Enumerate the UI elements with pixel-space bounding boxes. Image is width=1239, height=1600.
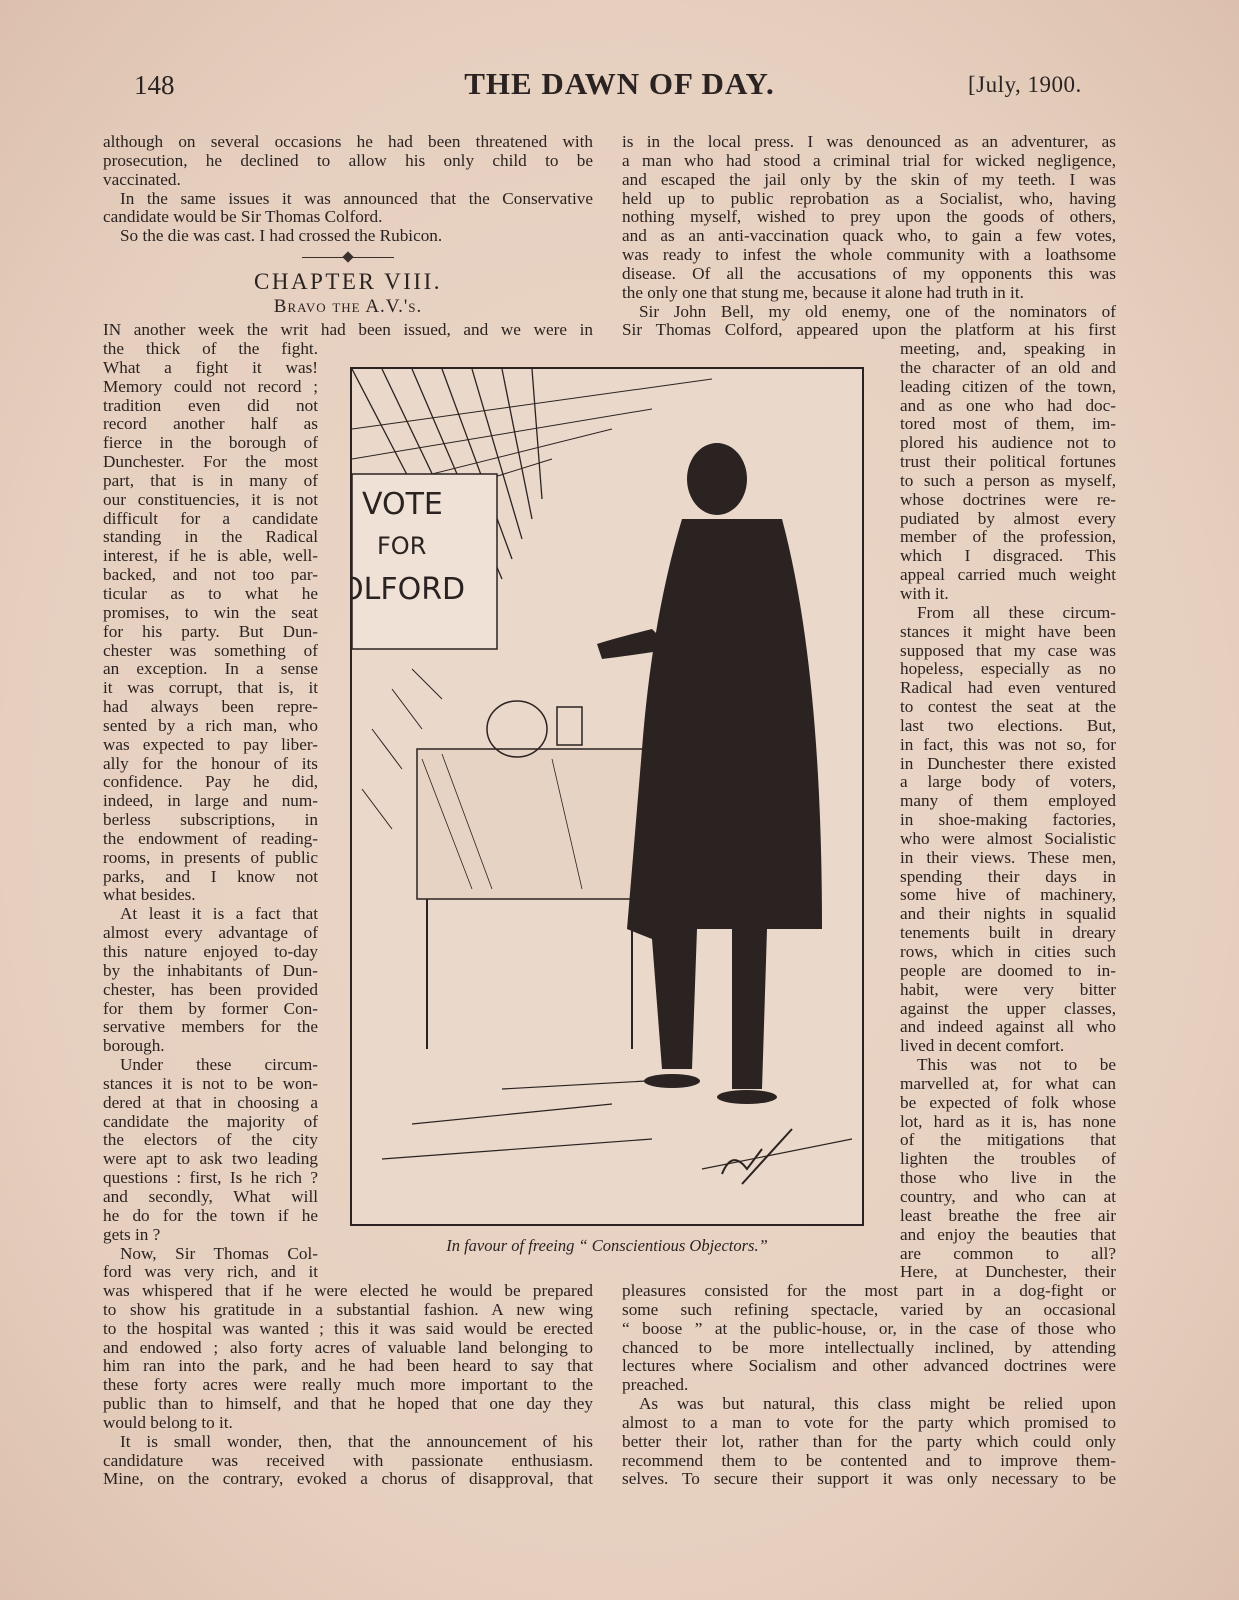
text-line: berless subscriptions, in [103, 810, 318, 830]
text-line: questions : first, Is he rich ? [103, 1168, 318, 1188]
text-line: and as an anti-vaccination quack who, to gain a few votes, [622, 226, 1116, 246]
text-line: indeed, in large and num- [103, 791, 318, 811]
text-line: with it. [900, 583, 949, 603]
text-line: almost to a man to vote for the party which promised to [622, 1412, 1116, 1432]
text-line: the endowment of reading- [103, 828, 318, 848]
text-line: prosecution, he declined to allow his only child to be [103, 150, 593, 170]
text-line: was whispered that if he were elected he would be prepared [103, 1281, 593, 1300]
text-line: vaccinated. [103, 169, 181, 189]
text-line: Sir John Bell, my old enemy, one of the nominators of [639, 301, 1116, 321]
text-line: ticular as to what he [103, 583, 318, 603]
text-line: member of the profession, [900, 527, 1116, 547]
magazine-title: THE DAWN OF DAY. [464, 66, 775, 101]
poster-text-for: FOR [377, 532, 427, 560]
left-column-bottom [103, 1282, 593, 1489]
text-line: From all these circum- [917, 602, 1116, 622]
text-line: he do for the town if he [103, 1205, 318, 1225]
left-column-wrap [103, 340, 318, 1282]
text-line: lot, hard as it is, has none [900, 1111, 1116, 1131]
text-line: pleasures consisted for the most part in a dog-fight or [622, 1281, 1116, 1300]
text-line: be expected of folk whose [900, 1092, 1116, 1112]
text-line: habit, were very bitter [900, 979, 1116, 999]
text-line: to show his gratitude in a substantial fashion. A new wing [103, 1299, 593, 1319]
text-line: As was but natural, this class might be relied upon [639, 1394, 1116, 1414]
text-line: Mine, on the contrary, evoked a chorus of disapproval, that [103, 1469, 593, 1489]
chapter-title: CHAPTER VIII. [254, 269, 442, 294]
text-line: the electors of the city [103, 1130, 318, 1150]
chapter-subtitle: Bravo the A.V.'s. [273, 296, 423, 317]
text-line: the only one that stung me, because it alone had truth in it. [622, 282, 1024, 302]
text-line: chester was something of [103, 640, 318, 660]
issue-date: [July, 1900. [968, 72, 1082, 97]
right-column-bottom [622, 1282, 1116, 1489]
text-line: candidature was received with passionate enthusiasm. [103, 1450, 593, 1470]
text-line: tored most of them, im- [900, 414, 1116, 434]
text-line: in their views. These men, [900, 847, 1116, 867]
text-line: promises, to win the seat [103, 602, 318, 622]
text-line: against the upper classes, [900, 998, 1116, 1018]
text-line: stances it might have been [900, 621, 1116, 641]
text-line: it was corrupt, that is, it [103, 678, 318, 698]
text-line: a large body of voters, [900, 772, 1116, 792]
text-line: rooms, in presents of public [103, 847, 318, 867]
text-line: Under these circum- [120, 1055, 318, 1075]
chapter-opening-line [103, 321, 593, 340]
text-line: tradition even did not [103, 395, 318, 415]
text-line: and escaped the jail only by the skin of my teeth. I was [622, 169, 1116, 189]
poster-text-name: OLFORD [352, 572, 466, 607]
text-line: Now, Sir Thomas Col- [120, 1243, 318, 1263]
text-line: for them by former Con- [103, 998, 318, 1018]
right-column-top [622, 133, 1116, 340]
text-line: what besides. [103, 885, 196, 905]
text-line: spending their days in [900, 866, 1116, 886]
text-line: candidate would be Sir Thomas Colford. [103, 207, 383, 227]
text-line: recommend them to be contented and to improve them- [622, 1450, 1116, 1470]
text-line: would belong to it. [103, 1412, 233, 1432]
text-line: for his party. But Dun- [103, 621, 318, 641]
right-column-wrap [900, 340, 1116, 1282]
text-line: plored his audience not to [900, 433, 1116, 453]
text-line: the thick of the fight. [103, 339, 318, 358]
text-line: better their lot, rather than for the party which could only [622, 1431, 1116, 1451]
text-line: borough. [103, 1036, 165, 1056]
text-line: “ boose ” at the public-house, or, in the case of those who [622, 1318, 1116, 1338]
text-line: marvelled at, for what can [900, 1073, 1116, 1093]
text-line: leading citizen of the town, [900, 376, 1116, 396]
text-line: public than to himself, and that he hoped that one day they [103, 1394, 593, 1414]
text-line: meeting, and, speaking in [900, 339, 1116, 358]
text-line: tenements built in dreary [900, 923, 1116, 943]
text-line: some such refining spectacle, varied by an occasional [622, 1299, 1116, 1319]
text-line: some hive of machinery, [900, 885, 1116, 905]
text-line: preached. [622, 1375, 689, 1395]
text-line: It is small wonder, then, that the announcement of his [120, 1431, 593, 1451]
illustration-caption: In favour of freeing “ Conscientious Objectors.” [446, 1236, 768, 1255]
text-line: sented by a rich man, who [103, 715, 318, 735]
text-line: many of them employed [900, 791, 1116, 811]
text-line: Sir Thomas Colford, appeared upon the platform at his first [622, 320, 1116, 340]
text-line: interest, if he is able, well- [103, 546, 318, 566]
text-line: was ready to infest the whole community with a loathsome [622, 245, 1116, 265]
text-line: lived in decent comfort. [900, 1036, 1065, 1056]
text-line: IN another week the writ had been issued, and we were in [103, 320, 593, 339]
text-line: parks, and I know not [103, 866, 318, 886]
text-line: disease. Of all the accusations of my opponents this was [622, 263, 1116, 283]
text-line: and endowed ; also forty acres of valuable land belonging to [103, 1337, 593, 1357]
text-line: Dunchester. For the most [103, 452, 318, 472]
text-line: had always been repre- [103, 697, 318, 717]
text-line: chester, has been provided [103, 979, 318, 999]
text-line: and enjoy the beauties that [900, 1224, 1116, 1244]
text-line: chanced to be more intellectually inclined, by attending [622, 1337, 1116, 1357]
text-line: hopeless, especially as no [900, 659, 1116, 679]
text-line: trust their political fortunes [900, 452, 1116, 472]
text-line: candidate the majority of [103, 1111, 318, 1131]
text-line: was expected to pay liber- [103, 734, 318, 754]
text-line: What a fight it was! [103, 357, 318, 377]
text-line: in shoe-making factories, [900, 810, 1116, 830]
text-line: him ran into the park, and he had been heard to say that [103, 1356, 593, 1376]
text-line: supposed that my case was [900, 640, 1116, 660]
text-line: this nature enjoyed to-day [103, 942, 318, 961]
text-line: last two elections. But, [900, 715, 1116, 735]
text-line: almost every advantage of [103, 923, 318, 943]
text-line: ally for the honour of its [103, 753, 318, 773]
divider-ornament-icon [342, 251, 353, 262]
illustration-drawing [352, 369, 862, 1224]
text-line: which I disgraced. This [900, 546, 1116, 566]
text-line: fierce in the borough of [103, 433, 318, 453]
text-line: Memory could not record ; [103, 376, 318, 396]
text-line: by the inhabitants of Dun- [103, 960, 318, 980]
text-line: and as one who had doc- [900, 395, 1116, 415]
text-line: although on several occasions he had been threatened with [103, 132, 593, 151]
text-line: backed, and not too par- [103, 565, 318, 585]
text-line: Radical had even ventured [900, 678, 1116, 698]
text-line: to the hospital was wanted ; this it was said would be erected [103, 1318, 593, 1338]
text-line: difficult for a candidate [103, 508, 318, 528]
text-line: the character of an old and [900, 357, 1116, 377]
text-line: and indeed against all who [900, 1017, 1116, 1037]
text-line: country, and who can at [900, 1186, 1116, 1206]
text-line: those who live in the [900, 1168, 1116, 1188]
text-line: these forty acres were really much more important to the [103, 1375, 593, 1395]
text-line: part, that is in many of [103, 470, 318, 490]
text-line: ford was very rich, and it [103, 1262, 318, 1282]
text-line: are common to all? [900, 1243, 1116, 1263]
text-line: record another half as [103, 414, 318, 434]
left-column-top [103, 133, 593, 246]
text-line: to contest the seat at the [900, 697, 1116, 717]
text-line: servative members for the [103, 1017, 318, 1037]
text-line: nothing myself, wished to prey upon the goods of others, [622, 207, 1116, 227]
text-line: pudiated by almost every [900, 508, 1116, 528]
poster-text-vote: VOTE [362, 487, 443, 522]
text-line: least breathe the free air [900, 1205, 1116, 1225]
text-line: whose doctrines were re- [900, 489, 1116, 509]
text-line: a man who had stood a criminal trial for wicked negligence, [622, 150, 1116, 170]
page-number: 148 [134, 70, 175, 100]
text-line: an exception. In a sense [103, 659, 318, 679]
text-line: and secondly, What will [103, 1186, 318, 1206]
illustration [350, 367, 864, 1226]
text-line: At least it is a fact that [120, 904, 318, 924]
text-line: held up to public reprobation as a Socialist, who, having [622, 188, 1116, 208]
text-line: gets in ? [103, 1224, 161, 1244]
text-line: stances it is not to be won- [103, 1073, 318, 1093]
text-line: This was not to be [917, 1055, 1116, 1075]
text-line: who were almost Socialistic [900, 828, 1116, 848]
text-line: in Dunchester there existed [900, 753, 1116, 773]
text-line: confidence. Pay he did, [103, 772, 318, 792]
text-line: were apt to ask two leading [103, 1149, 318, 1169]
text-line: selves. To secure their support it was only necessary to be [622, 1469, 1116, 1489]
text-line: So the die was cast. I had crossed the Rubicon. [120, 226, 443, 246]
text-line: lighten the troubles of [900, 1149, 1116, 1169]
text-line: dered at that in choosing a [103, 1092, 318, 1112]
text-line: people are doomed to in- [900, 960, 1116, 980]
text-line: and their nights in squalid [900, 904, 1116, 924]
text-line: In the same issues it was announced that the Conservative [120, 188, 593, 208]
text-line: in fact, this was not so, for [900, 734, 1116, 754]
text-line: standing in the Radical [103, 527, 318, 547]
text-line: our constituencies, it is not [103, 489, 318, 509]
text-line: to such a person as myself, [900, 470, 1116, 490]
text-line: rows, which in cities such [900, 942, 1116, 961]
text-line: is in the local press. I was denounced as an adventurer, as [622, 132, 1116, 151]
text-line: lectures where Socialism and other advanced doctrines were [622, 1356, 1116, 1376]
text-line: Here, at Dunchester, their [900, 1262, 1116, 1282]
text-line: appeal carried much weight [900, 565, 1116, 585]
text-line: of the mitigations that [900, 1130, 1116, 1150]
